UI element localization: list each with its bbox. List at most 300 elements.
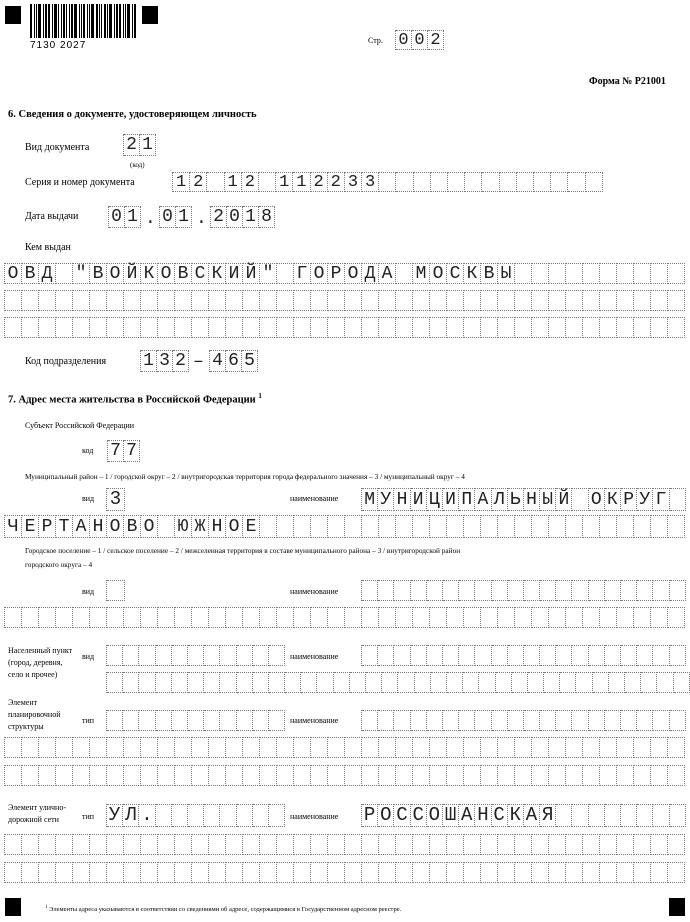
char-cell — [22, 317, 39, 338]
doc-type-code-hint: (код) — [130, 161, 145, 169]
char-cell — [572, 645, 588, 666]
region-code-cells[interactable] — [107, 440, 140, 462]
char-cell — [379, 834, 396, 855]
char-cell — [362, 580, 378, 601]
char-cell — [481, 737, 498, 758]
char-cell: 1 — [243, 206, 259, 228]
char-cell — [411, 580, 427, 601]
municipal-kind-cell[interactable] — [106, 488, 125, 511]
char-cell: 1 — [141, 350, 157, 372]
char-cell — [413, 765, 430, 786]
char-cell — [294, 765, 311, 786]
char-cell — [430, 834, 447, 855]
char-cell — [345, 290, 362, 311]
char-cell — [459, 645, 475, 666]
char-cell: Й — [556, 488, 572, 511]
char-cell — [175, 765, 192, 786]
char-cell — [532, 290, 549, 311]
char-cell — [430, 607, 447, 628]
char-cell — [670, 710, 686, 731]
char-cell — [464, 515, 481, 538]
char-cell — [334, 672, 350, 693]
municipal-name-label: наименование — [290, 494, 339, 503]
char-cell — [560, 672, 576, 693]
char-cell — [396, 515, 413, 538]
char-cell — [345, 765, 362, 786]
barcode-bar — [81, 4, 82, 38]
section-6-title: 6. Сведения о документе, удостоверяющем личность — [8, 109, 257, 120]
char-cell — [209, 834, 226, 855]
doc-type-cells[interactable] — [123, 134, 156, 156]
settlement-kind-label: вид — [82, 587, 95, 596]
planning-type-cells[interactable] — [106, 710, 285, 731]
char-cell — [311, 607, 328, 628]
char-cell — [226, 765, 243, 786]
char-cell — [413, 834, 430, 855]
char-cell — [56, 737, 73, 758]
char-cell — [345, 607, 362, 628]
char-cell: 8 — [259, 206, 275, 228]
char-cell: М — [413, 263, 430, 284]
char-cell — [107, 290, 124, 311]
char-cell — [175, 607, 192, 628]
char-cell — [379, 737, 396, 758]
char-cell — [269, 804, 285, 827]
issue-date-year-cells[interactable] — [210, 206, 275, 228]
char-cell: И — [443, 488, 459, 511]
char-cell — [415, 672, 431, 693]
char-cell: П — [459, 488, 475, 511]
char-cell: 3 — [345, 172, 362, 192]
char-cell — [396, 317, 413, 338]
char-cell: Л — [123, 804, 139, 827]
char-cell: У — [378, 488, 394, 511]
char-cell: В — [124, 515, 141, 538]
series-cells[interactable] — [172, 172, 603, 192]
settlement-kind-cell[interactable] — [106, 580, 125, 601]
char-cell — [243, 862, 260, 883]
char-cell — [447, 765, 464, 786]
settlement-name-line-2[interactable] — [4, 607, 685, 628]
char-cell: 1 — [140, 134, 156, 156]
char-cell — [22, 737, 39, 758]
char-cell — [317, 672, 333, 693]
char-cell — [123, 672, 139, 693]
char-cell — [481, 607, 498, 628]
char-cell — [413, 862, 430, 883]
char-cell — [192, 290, 209, 311]
char-cell — [209, 765, 226, 786]
settlement-label: Городское поселение – 1 / сельское поселение – 2 / межселенная территория в составе муниципального района – 3 / внутригородской район городского округа – 4 — [25, 546, 461, 569]
char-cell — [294, 607, 311, 628]
char-cell — [350, 672, 366, 693]
barcode-bar — [134, 4, 136, 38]
char-cell — [260, 737, 277, 758]
char-cell — [617, 737, 634, 758]
locality-kind-cells[interactable] — [106, 645, 285, 666]
char-cell — [447, 317, 464, 338]
municipal-kind-label: вид — [82, 494, 95, 503]
char-cell — [158, 862, 175, 883]
char-cell — [188, 804, 204, 827]
char-cell — [549, 515, 566, 538]
page-label: Стр. — [368, 36, 383, 45]
char-cell — [209, 290, 226, 311]
locality-name-line-1[interactable] — [361, 645, 686, 666]
char-cell: 1 — [225, 172, 242, 192]
char-cell: 0 — [160, 206, 176, 228]
street-type-label: тип — [82, 812, 95, 821]
char-cell — [124, 607, 141, 628]
char-cell: " — [73, 263, 90, 284]
char-cell: К — [141, 263, 158, 284]
barcode-bar — [125, 4, 126, 38]
char-cell — [634, 317, 651, 338]
subject-label: Субъект Российской Федерации — [25, 421, 135, 430]
char-cell: Р — [362, 804, 378, 827]
char-cell — [515, 317, 532, 338]
char-cell — [90, 862, 107, 883]
char-cell — [107, 580, 125, 601]
char-cell: О — [311, 263, 328, 284]
char-cell — [634, 263, 651, 284]
char-cell — [294, 515, 311, 538]
series-label: Серия и номер документа — [25, 177, 135, 188]
char-cell — [379, 290, 396, 311]
char-cell — [22, 834, 39, 855]
barcode-bar — [43, 4, 44, 38]
char-cell — [600, 515, 617, 538]
char-cell — [5, 290, 22, 311]
char-cell: Ю — [175, 515, 192, 538]
char-cell — [277, 263, 294, 284]
char-cell — [175, 737, 192, 758]
char-cell — [583, 834, 600, 855]
char-cell — [260, 862, 277, 883]
char-cell — [528, 672, 544, 693]
street-label: Элемент улично-дорожной сети — [8, 803, 66, 824]
char-cell: О — [158, 263, 175, 284]
char-cell: А — [475, 488, 491, 511]
char-cell — [572, 710, 588, 731]
char-cell — [260, 317, 277, 338]
char-cell: Г — [653, 488, 669, 511]
char-cell — [156, 710, 172, 731]
char-cell — [253, 804, 269, 827]
char-cell — [651, 515, 668, 538]
registration-mark-bottom-left — [5, 898, 21, 916]
char-cell — [192, 765, 209, 786]
char-cell — [237, 804, 253, 827]
barcode-bar — [66, 4, 67, 38]
issue-date-month-cells[interactable] — [159, 206, 192, 228]
char-cell: Ы — [540, 488, 556, 511]
char-cell — [209, 317, 226, 338]
char-cell: Н — [90, 515, 107, 538]
char-cell — [226, 737, 243, 758]
barcode-bar — [96, 4, 98, 38]
char-cell — [621, 580, 637, 601]
char-cell: Й — [124, 263, 141, 284]
char-cell — [481, 834, 498, 855]
char-cell — [192, 834, 209, 855]
char-cell — [515, 263, 532, 284]
char-cell — [641, 672, 657, 693]
char-cell — [243, 317, 260, 338]
char-cell: О — [141, 515, 158, 538]
subdivision-dash: – — [193, 352, 204, 372]
char-cell — [204, 645, 220, 666]
barcode-bar — [52, 4, 53, 38]
char-cell — [141, 765, 158, 786]
char-cell — [107, 317, 124, 338]
char-cell — [634, 290, 651, 311]
char-cell — [311, 834, 328, 855]
subdivision-part1-cells[interactable] — [140, 350, 189, 372]
char-cell — [668, 834, 685, 855]
char-cell — [566, 834, 583, 855]
char-cell — [524, 645, 540, 666]
settlement-name-line-1[interactable] — [361, 580, 686, 601]
char-cell — [479, 672, 495, 693]
char-cell: 0 — [109, 206, 125, 228]
barcode-bar — [89, 4, 90, 38]
char-cell — [379, 515, 396, 538]
char-cell — [556, 710, 572, 731]
char-cell — [56, 862, 73, 883]
char-cell — [515, 737, 532, 758]
char-cell: Ж — [192, 515, 209, 538]
doc-type-label: Вид документа — [25, 142, 90, 153]
char-cell — [464, 834, 481, 855]
char-cell — [515, 607, 532, 628]
char-cell — [498, 765, 515, 786]
char-cell — [551, 172, 568, 192]
char-cell: К — [605, 488, 621, 511]
char-cell — [5, 862, 22, 883]
barcode-bar — [74, 4, 77, 38]
char-cell — [328, 737, 345, 758]
char-cell — [73, 765, 90, 786]
char-cell — [605, 580, 621, 601]
street-name-line-1[interactable] — [361, 804, 686, 827]
char-cell — [277, 737, 294, 758]
char-cell: Р — [621, 488, 637, 511]
char-cell — [512, 672, 528, 693]
char-cell — [22, 290, 39, 311]
char-cell — [158, 834, 175, 855]
char-cell — [5, 607, 22, 628]
barcode-bar — [63, 4, 65, 38]
char-cell — [413, 317, 430, 338]
char-cell — [605, 710, 621, 731]
char-cell — [311, 290, 328, 311]
char-cell — [515, 834, 532, 855]
char-cell — [637, 580, 653, 601]
char-cell: 1 — [176, 206, 192, 228]
locality-name-line-2[interactable] — [106, 672, 690, 693]
char-cell — [243, 290, 260, 311]
char-cell — [107, 710, 123, 731]
barcode-bar — [30, 4, 32, 38]
municipal-name-line-1[interactable] — [361, 488, 686, 511]
barcode-bar — [87, 4, 88, 38]
char-cell — [175, 290, 192, 311]
subdivision-part2-cells[interactable] — [209, 350, 258, 372]
char-cell — [549, 607, 566, 628]
char-cell: 2 — [124, 134, 140, 156]
char-cell — [556, 580, 572, 601]
char-cell — [481, 515, 498, 538]
char-cell — [294, 290, 311, 311]
char-cell — [566, 290, 583, 311]
char-cell: Р — [328, 263, 345, 284]
char-cell — [277, 317, 294, 338]
barcode-bar — [36, 4, 37, 38]
char-cell: 3 — [362, 172, 379, 192]
char-cell: 2 — [428, 30, 444, 50]
form-number: Форма № Р21001 — [589, 76, 666, 87]
char-cell — [56, 765, 73, 786]
char-cell — [617, 607, 634, 628]
issued-by-line-3[interactable] — [4, 317, 685, 338]
page-number-cells — [395, 30, 444, 50]
char-cell — [379, 862, 396, 883]
char-cell — [651, 737, 668, 758]
char-cell — [634, 765, 651, 786]
char-cell — [396, 834, 413, 855]
street-name-line-3[interactable] — [4, 862, 685, 883]
char-cell — [204, 672, 220, 693]
char-cell — [413, 607, 430, 628]
issued-by-label: Кем выдан — [25, 242, 71, 253]
char-cell — [600, 317, 617, 338]
char-cell: К — [209, 263, 226, 284]
char-cell: Д — [362, 263, 379, 284]
char-cell — [653, 804, 669, 827]
char-cell — [651, 290, 668, 311]
char-cell — [515, 290, 532, 311]
char-cell: 3 — [157, 350, 173, 372]
char-cell — [243, 737, 260, 758]
street-name-line-2[interactable] — [4, 834, 685, 855]
issued-by-line-2[interactable] — [4, 290, 685, 311]
planning-name-line-1[interactable] — [361, 710, 686, 731]
char-cell — [226, 317, 243, 338]
planning-name-line-2[interactable] — [4, 737, 685, 758]
char-cell — [668, 515, 685, 538]
char-cell — [260, 765, 277, 786]
char-cell: 0 — [396, 30, 412, 50]
issued-by-line-1[interactable] — [4, 263, 685, 284]
char-cell — [668, 317, 685, 338]
street-type-cells[interactable] — [106, 804, 285, 827]
issue-date-day-cells[interactable] — [108, 206, 141, 228]
char-cell — [378, 645, 394, 666]
char-cell — [311, 737, 328, 758]
char-cell — [175, 317, 192, 338]
char-cell — [39, 290, 56, 311]
char-cell — [534, 172, 551, 192]
char-cell — [617, 317, 634, 338]
char-cell — [430, 515, 447, 538]
char-cell — [430, 317, 447, 338]
char-cell: Н — [394, 488, 410, 511]
char-cell — [73, 607, 90, 628]
char-cell — [634, 834, 651, 855]
char-cell — [447, 290, 464, 311]
char-cell: И — [411, 488, 427, 511]
char-cell: 6 — [226, 350, 242, 372]
char-cell — [583, 263, 600, 284]
char-cell — [220, 645, 236, 666]
char-cell — [583, 862, 600, 883]
char-cell: 5 — [242, 350, 258, 372]
char-cell — [496, 672, 512, 693]
char-cell — [158, 515, 175, 538]
char-cell — [653, 645, 669, 666]
char-cell: С — [492, 804, 508, 827]
char-cell: 0 — [227, 206, 243, 228]
char-cell — [220, 710, 236, 731]
char-cell — [362, 710, 378, 731]
char-cell — [674, 672, 690, 693]
char-cell: О — [378, 804, 394, 827]
char-cell: 7 — [108, 440, 124, 462]
char-cell — [583, 765, 600, 786]
char-cell — [566, 862, 583, 883]
char-cell: Н — [524, 488, 540, 511]
char-cell — [482, 172, 499, 192]
char-cell — [73, 834, 90, 855]
char-cell — [156, 672, 172, 693]
char-cell: Я — [540, 804, 556, 827]
char-cell — [188, 672, 204, 693]
char-cell — [237, 672, 253, 693]
char-cell — [605, 804, 621, 827]
char-cell — [413, 515, 430, 538]
char-cell — [498, 317, 515, 338]
char-cell: О — [5, 263, 22, 284]
char-cell — [668, 263, 685, 284]
barcode-bar — [83, 4, 85, 38]
char-cell: А — [73, 515, 90, 538]
char-cell — [172, 710, 188, 731]
char-cell — [572, 580, 588, 601]
barcode-bar — [38, 4, 41, 38]
municipal-name-line-2[interactable] — [4, 515, 685, 538]
char-cell — [311, 765, 328, 786]
char-cell — [396, 290, 413, 311]
char-cell — [447, 834, 464, 855]
locality-name-label: наименование — [290, 652, 339, 661]
char-cell — [311, 515, 328, 538]
char-cell — [379, 765, 396, 786]
char-cell — [670, 804, 686, 827]
char-cell — [123, 710, 139, 731]
char-cell — [668, 737, 685, 758]
char-cell — [328, 834, 345, 855]
char-cell — [90, 765, 107, 786]
char-cell — [362, 645, 378, 666]
char-cell — [670, 580, 686, 601]
planning-name-line-3[interactable] — [4, 765, 685, 786]
barcode-bar — [48, 4, 50, 38]
registration-mark-top-middle — [142, 6, 158, 24]
char-cell — [600, 607, 617, 628]
char-cell — [651, 317, 668, 338]
char-cell — [124, 290, 141, 311]
